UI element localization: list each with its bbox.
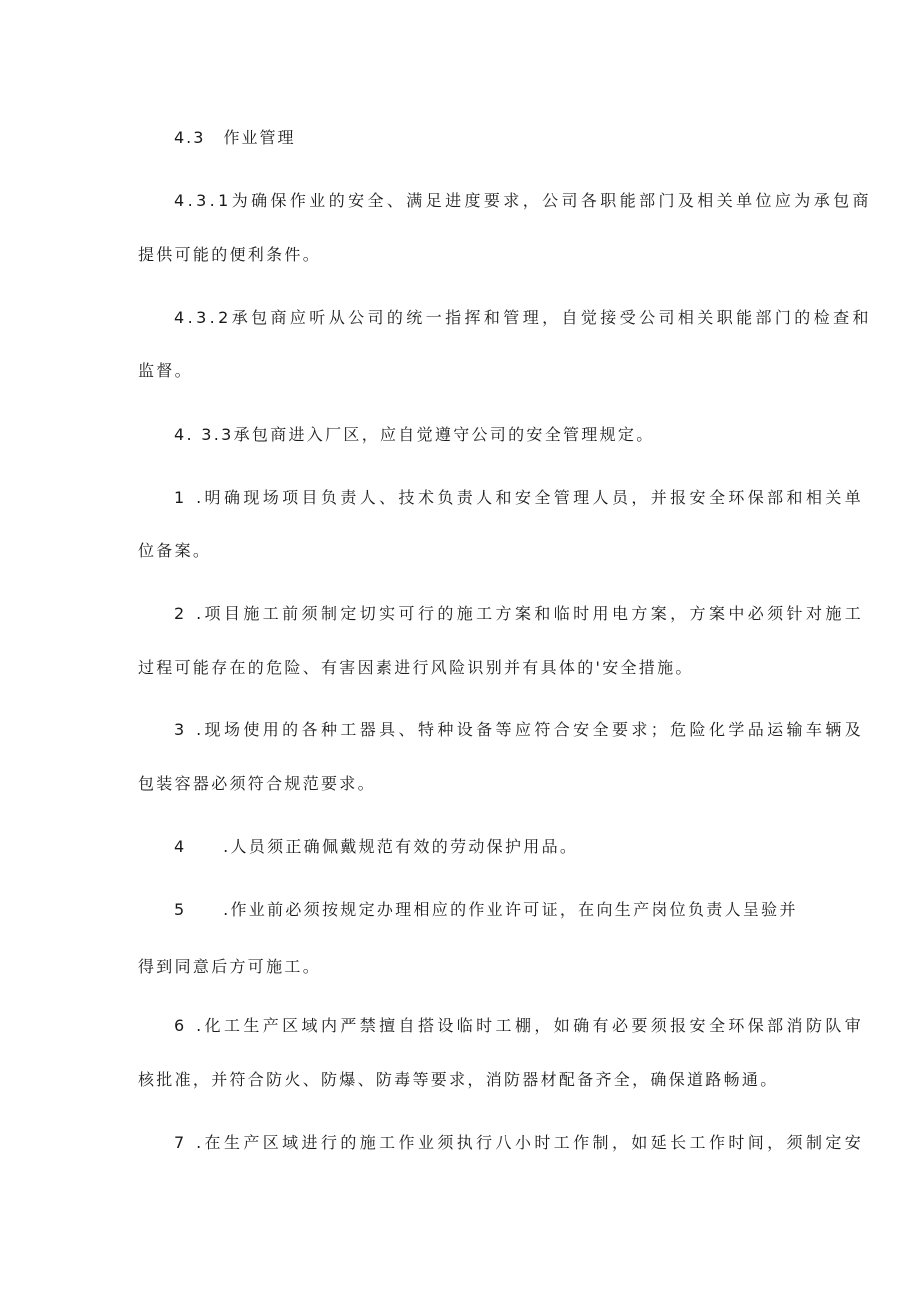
list-item-3-line-2: 包装容器必须符合规范要求。 bbox=[138, 774, 376, 793]
list-item-7-line-1: 7 .在生产区域进行的施工作业须执行八小时工作制，如延长工作时间，须制定安 bbox=[174, 1133, 865, 1152]
section-title: 4.3 作业管理 bbox=[174, 128, 296, 147]
list-item-5-line-1: 5 .作业前必须按规定办理相应的作业许可证，在向生产岗位负责人呈验并 bbox=[174, 900, 798, 919]
paragraph-4-3-1-line-1: 4.3.1为确保作业的安全、满足进度要求，公司各职能部门及相关单位应为承包商 bbox=[174, 191, 872, 210]
list-item-2-line-2: 过程可能存在的危险、有害因素进行风险识别并有具体的'安全措施。 bbox=[138, 658, 694, 677]
paragraph-4-3-2-line-1: 4.3.2承包商应听从公司的统一指挥和管理，自觉接受公司相关职能部门的检查和 bbox=[174, 308, 872, 327]
paragraph-4-3-3: 4. 3.3承包商进入厂区，应自觉遵守公司的安全管理规定。 bbox=[174, 425, 655, 444]
list-item-2-line-1: 2 .项目施工前须制定切实可行的施工方案和临时用电方案，方案中必须针对施工 bbox=[174, 604, 865, 623]
list-item-1-line-1: 1 .明确现场项目负责人、技术负责人和安全管理人员，并报安全环保部和相关单 bbox=[174, 488, 865, 507]
list-item-1-line-2: 位备案。 bbox=[138, 541, 212, 560]
list-item-4: 4 .人员须正确佩戴规范有效的劳动保护用品。 bbox=[174, 837, 579, 856]
list-item-5-line-2: 得到同意后方可施工。 bbox=[138, 957, 322, 976]
list-item-3-line-1: 3 .现场使用的各种工器具、特种设备等应符合安全要求；危险化学品运输车辆及 bbox=[174, 720, 865, 739]
paragraph-4-3-1-line-2: 提供可能的便利条件。 bbox=[138, 245, 322, 264]
paragraph-4-3-2-line-2: 监督。 bbox=[138, 361, 193, 380]
list-item-6-line-1: 6 .化工生产区域内严禁擅自搭设临时工棚，如确有必要须报安全环保部消防队审 bbox=[174, 1016, 865, 1035]
list-item-6-line-2: 核批准，并符合防火、防爆、防毒等要求，消防器材配备齐全，确保道路畅通。 bbox=[138, 1070, 779, 1089]
